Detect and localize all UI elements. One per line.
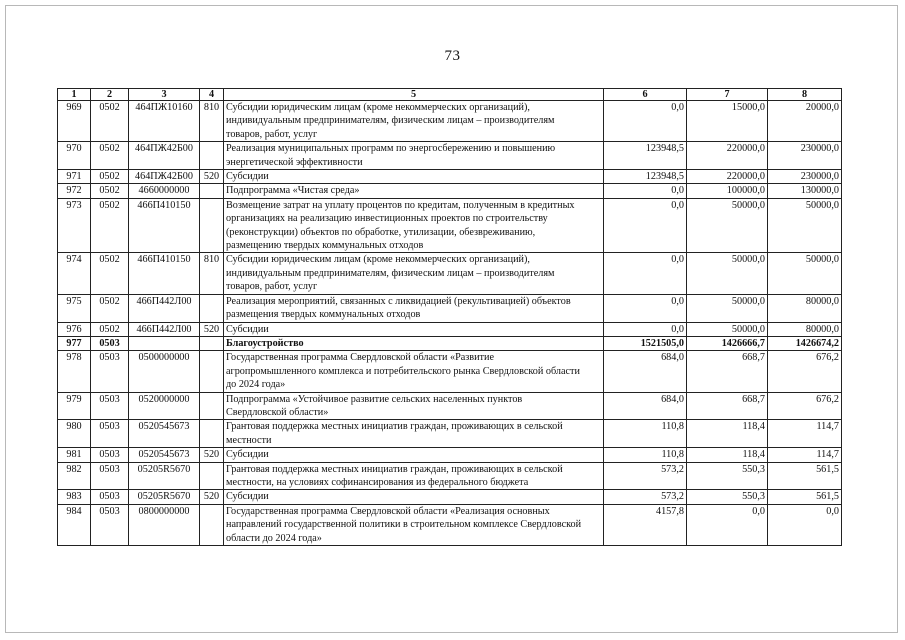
description-cell bbox=[224, 198, 604, 253]
amount-col6-cell: 123948,5 bbox=[604, 170, 687, 184]
amount-col7-cell: 220000,0 bbox=[687, 170, 768, 184]
budget-table bbox=[57, 88, 842, 546]
description-cell bbox=[224, 322, 604, 336]
amount-col6-cell: 573,2 bbox=[604, 490, 687, 504]
amount-col7-cell: 220000,0 bbox=[687, 142, 768, 170]
table-row bbox=[58, 490, 842, 504]
description-line: Субсидии bbox=[226, 449, 269, 461]
expense-type-cell: 520 bbox=[200, 322, 224, 336]
section-code-cell: 0502 bbox=[91, 294, 129, 322]
section-code-cell: 0502 bbox=[91, 142, 129, 170]
table-row bbox=[58, 336, 842, 350]
description-cell bbox=[224, 351, 604, 392]
page-number: 73 bbox=[444, 48, 461, 64]
section-code-cell: 0503 bbox=[91, 420, 129, 448]
amount-col7-cell: 0,0 bbox=[687, 504, 768, 545]
description-line: местности bbox=[226, 434, 272, 446]
amount-col6-cell: 684,0 bbox=[604, 392, 687, 420]
section-code-cell: 0503 bbox=[91, 448, 129, 462]
description-line: Грантовая поддержка местных инициатив граждан, проживающих в сельской bbox=[226, 463, 563, 475]
section-code-cell: 0502 bbox=[91, 101, 129, 142]
description-line: местности, на условиях софинансирования из федерального бюджета bbox=[226, 476, 529, 488]
description-cell bbox=[224, 170, 604, 184]
table-row bbox=[58, 351, 842, 392]
table-body bbox=[58, 101, 842, 546]
description-line: агропромышленного комплекса и потребительского рынка Свердловской области bbox=[226, 365, 580, 377]
description-cell bbox=[224, 490, 604, 504]
amount-col7-cell: 50000,0 bbox=[687, 198, 768, 253]
table-row bbox=[58, 142, 842, 170]
expense-type-cell: 810 bbox=[200, 253, 224, 294]
row-number-cell: 974 bbox=[58, 253, 91, 294]
row-number-cell: 982 bbox=[58, 462, 91, 490]
expense-type-cell bbox=[200, 420, 224, 448]
description-cell bbox=[224, 142, 604, 170]
description-cell bbox=[224, 294, 604, 322]
amount-col6-cell: 0,0 bbox=[604, 184, 687, 198]
expense-type-cell bbox=[200, 504, 224, 545]
table-row bbox=[58, 294, 842, 322]
description-line: (реконструкции) объектов по обработке, утилизации, обезвреживанию, bbox=[226, 226, 536, 238]
header-col-1: 1 bbox=[58, 89, 91, 101]
target-code-cell: 0520545673 bbox=[129, 448, 200, 462]
expense-type-cell bbox=[200, 351, 224, 392]
description-cell bbox=[224, 448, 604, 462]
amount-col8-cell: 114,7 bbox=[768, 448, 842, 462]
amount-col6-cell: 684,0 bbox=[604, 351, 687, 392]
table-row bbox=[58, 448, 842, 462]
description-line: Возмещение затрат на уплату процентов по кредитам, полученным в кредитных bbox=[226, 199, 575, 211]
description-line: Субсидии юридическим лицам (кроме некоммерческих организаций), bbox=[226, 254, 530, 266]
expense-type-cell bbox=[200, 142, 224, 170]
section-code-cell: 0502 bbox=[91, 253, 129, 294]
table-row bbox=[58, 392, 842, 420]
amount-col7-cell: 668,7 bbox=[687, 392, 768, 420]
section-code-cell: 0503 bbox=[91, 490, 129, 504]
description-line: размещению твердых коммунальных отходов bbox=[226, 240, 424, 252]
header-col-8: 8 bbox=[768, 89, 842, 101]
amount-col6-cell: 0,0 bbox=[604, 101, 687, 142]
amount-col7-cell: 1426666,7 bbox=[687, 336, 768, 350]
target-code-cell: 0520545673 bbox=[129, 420, 200, 448]
amount-col6-cell: 573,2 bbox=[604, 462, 687, 490]
section-code-cell: 0502 bbox=[91, 198, 129, 253]
amount-col6-cell: 110,8 bbox=[604, 420, 687, 448]
description-line: организациях на реализацию инвестиционных проектов по строительству bbox=[226, 213, 548, 225]
target-code-cell: 05205R5670 bbox=[129, 462, 200, 490]
row-number-cell: 969 bbox=[58, 101, 91, 142]
amount-col6-cell: 0,0 bbox=[604, 253, 687, 294]
expense-type-cell bbox=[200, 198, 224, 253]
table-row bbox=[58, 462, 842, 490]
amount-col8-cell: 114,7 bbox=[768, 420, 842, 448]
row-number-cell: 973 bbox=[58, 198, 91, 253]
amount-col7-cell: 50000,0 bbox=[687, 253, 768, 294]
amount-col7-cell: 668,7 bbox=[687, 351, 768, 392]
table-row bbox=[58, 322, 842, 336]
amount-col6-cell: 0,0 bbox=[604, 294, 687, 322]
header-col-7: 7 bbox=[687, 89, 768, 101]
table-row bbox=[58, 101, 842, 142]
description-line: Субсидии юридическим лицам (кроме некоммерческих организаций), bbox=[226, 102, 530, 113]
amount-col6-cell: 4157,8 bbox=[604, 504, 687, 545]
description-line: направлений государственной политики в строительном комплексе Свердловской bbox=[226, 519, 582, 531]
header-col-4: 4 bbox=[200, 89, 224, 101]
row-number-cell: 984 bbox=[58, 504, 91, 545]
description-line: энергетической эффективности bbox=[226, 156, 363, 168]
header-col-3: 3 bbox=[129, 89, 200, 101]
target-code-cell: 0500000000 bbox=[129, 351, 200, 392]
amount-col8-cell: 80000,0 bbox=[768, 322, 842, 336]
amount-col7-cell: 550,3 bbox=[687, 490, 768, 504]
amount-col8-cell: 50000,0 bbox=[768, 198, 842, 253]
target-code-cell: 05205R5670 bbox=[129, 490, 200, 504]
amount-col7-cell: 50000,0 bbox=[687, 294, 768, 322]
amount-col8-cell: 130000,0 bbox=[768, 184, 842, 198]
amount-col7-cell: 15000,0 bbox=[687, 101, 768, 142]
description-line: до 2024 года» bbox=[226, 379, 286, 391]
description-cell bbox=[224, 392, 604, 420]
target-code-cell: 464ПЖ42Б00 bbox=[129, 170, 200, 184]
table-row bbox=[58, 198, 842, 253]
target-code-cell: 464ПЖ42Б00 bbox=[129, 142, 200, 170]
description-line: Реализация муниципальных программ по энергосбережению и повышению bbox=[226, 143, 556, 155]
description-line: товаров, работ, услуг bbox=[226, 281, 318, 293]
amount-col8-cell: 676,2 bbox=[768, 392, 842, 420]
expense-type-cell: 810 bbox=[200, 101, 224, 142]
section-code-cell: 0502 bbox=[91, 322, 129, 336]
target-code-cell: 0520000000 bbox=[129, 392, 200, 420]
description-cell bbox=[224, 101, 604, 142]
row-number-cell: 976 bbox=[58, 322, 91, 336]
amount-col8-cell: 50000,0 bbox=[768, 253, 842, 294]
expense-type-cell bbox=[200, 392, 224, 420]
description-line: индивидуальным предпринимателям, физическим лицам – производителям bbox=[226, 267, 555, 279]
amount-col6-cell: 1521505,0 bbox=[604, 336, 687, 350]
section-code-cell: 0503 bbox=[91, 504, 129, 545]
target-code-cell: 466П410150 bbox=[129, 198, 200, 253]
row-number-cell: 981 bbox=[58, 448, 91, 462]
target-code-cell: 466П410150 bbox=[129, 253, 200, 294]
row-number-cell: 970 bbox=[58, 142, 91, 170]
amount-col7-cell: 50000,0 bbox=[687, 322, 768, 336]
amount-col8-cell: 20000,0 bbox=[768, 101, 842, 142]
amount-col8-cell: 676,2 bbox=[768, 351, 842, 392]
row-number-cell: 978 bbox=[58, 351, 91, 392]
section-code-cell: 0502 bbox=[91, 170, 129, 184]
target-code-cell: 0800000000 bbox=[129, 504, 200, 545]
description-cell bbox=[224, 253, 604, 294]
target-code-cell: 464ПЖ10160 bbox=[129, 101, 200, 142]
amount-col8-cell: 561,5 bbox=[768, 462, 842, 490]
header-col-6: 6 bbox=[604, 89, 687, 101]
header-col-2: 2 bbox=[91, 89, 129, 101]
amount-col8-cell: 561,5 bbox=[768, 490, 842, 504]
amount-col6-cell: 0,0 bbox=[604, 322, 687, 336]
amount-col8-cell: 80000,0 bbox=[768, 294, 842, 322]
row-number-cell: 972 bbox=[58, 184, 91, 198]
description-cell bbox=[224, 336, 604, 350]
section-code-cell: 0503 bbox=[91, 392, 129, 420]
description-line: Субсидии bbox=[226, 323, 269, 335]
amount-col7-cell: 118,4 bbox=[687, 448, 768, 462]
description-line: индивидуальным предпринимателям, физическим лицам – производителям bbox=[226, 115, 555, 127]
amount-col8-cell: 1426674,2 bbox=[768, 336, 842, 350]
description-line: Подпрограмма «Устойчивое развитие сельских населенных пунктов bbox=[226, 393, 523, 405]
table-row bbox=[58, 170, 842, 184]
description-cell bbox=[224, 420, 604, 448]
table-row bbox=[58, 184, 842, 198]
description-line: Реализация мероприятий, связанных с ликвидацией (рекультивацией) объектов bbox=[226, 295, 571, 307]
description-line: Государственная программа Свердловской области «Реализация основных bbox=[226, 505, 550, 517]
description-line: Субсидии bbox=[226, 491, 269, 503]
row-number-cell: 983 bbox=[58, 490, 91, 504]
section-code-cell: 0503 bbox=[91, 336, 129, 350]
description-line: размещения твердых коммунальных отходов bbox=[226, 309, 421, 321]
amount-col8-cell: 230000,0 bbox=[768, 142, 842, 170]
expense-type-cell: 520 bbox=[200, 490, 224, 504]
target-code-cell: 4660000000 bbox=[129, 184, 200, 198]
section-code-cell: 0503 bbox=[91, 462, 129, 490]
amount-col6-cell: 110,8 bbox=[604, 448, 687, 462]
description-cell bbox=[224, 462, 604, 490]
table-row bbox=[58, 420, 842, 448]
target-code-cell: 466П442Л00 bbox=[129, 294, 200, 322]
description-line: Благоустройство bbox=[226, 337, 304, 349]
expense-type-cell bbox=[200, 294, 224, 322]
table-row bbox=[58, 253, 842, 294]
row-number-cell: 975 bbox=[58, 294, 91, 322]
expense-type-cell: 520 bbox=[200, 448, 224, 462]
target-code-cell: 466П442Л00 bbox=[129, 322, 200, 336]
description-line: товаров, работ, услуг bbox=[226, 128, 318, 140]
amount-col6-cell: 0,0 bbox=[604, 198, 687, 253]
target-code-cell bbox=[129, 336, 200, 350]
section-code-cell: 0502 bbox=[91, 184, 129, 198]
row-number-cell: 971 bbox=[58, 170, 91, 184]
description-line: Подпрограмма «Чистая среда» bbox=[226, 185, 360, 197]
table-row bbox=[58, 504, 842, 545]
expense-type-cell bbox=[200, 462, 224, 490]
header-col-5: 5 bbox=[224, 89, 604, 101]
description-line: Государственная программа Свердловской области «Развитие bbox=[226, 352, 494, 364]
amount-col8-cell: 230000,0 bbox=[768, 170, 842, 184]
description-line: Грантовая поддержка местных инициатив граждан, проживающих в сельской bbox=[226, 421, 563, 433]
amount-col6-cell: 123948,5 bbox=[604, 142, 687, 170]
row-number-cell: 979 bbox=[58, 392, 91, 420]
description-line: Субсидии bbox=[226, 171, 269, 183]
expense-type-cell bbox=[200, 336, 224, 350]
description-line: Свердловской области» bbox=[226, 406, 329, 418]
amount-col7-cell: 550,3 bbox=[687, 462, 768, 490]
expense-type-cell bbox=[200, 184, 224, 198]
description-cell bbox=[224, 504, 604, 545]
amount-col7-cell: 118,4 bbox=[687, 420, 768, 448]
section-code-cell: 0503 bbox=[91, 351, 129, 392]
expense-type-cell: 520 bbox=[200, 170, 224, 184]
description-cell bbox=[224, 184, 604, 198]
header-row bbox=[58, 89, 842, 101]
description-line: области до 2024 года» bbox=[226, 532, 322, 544]
amount-col8-cell: 0,0 bbox=[768, 504, 842, 545]
amount-col7-cell: 100000,0 bbox=[687, 184, 768, 198]
row-number-cell: 977 bbox=[58, 336, 91, 350]
row-number-cell: 980 bbox=[58, 420, 91, 448]
